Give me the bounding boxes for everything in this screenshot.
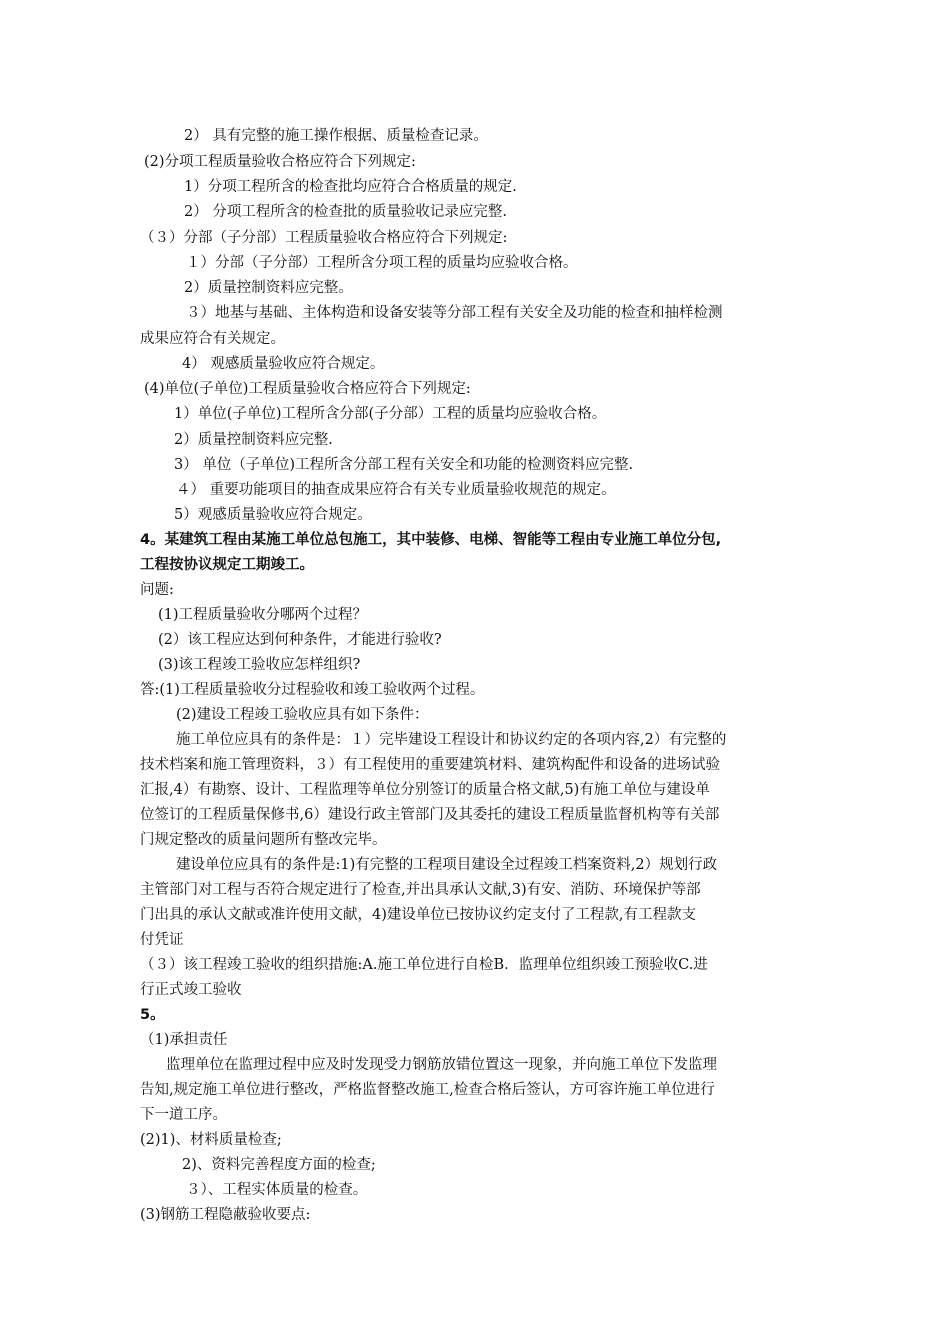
text-line: 技术档案和施工管理资料，３）有工程使用的重要建筑材料、建筑构配件和设备的进场试验	[140, 757, 720, 773]
text-line: 下一道工序。	[140, 1107, 227, 1123]
text-line: 2）质量控制资料应完整.	[174, 432, 333, 448]
text-line: 2） 分项工程所含的检查批的质量验收记录应完整.	[184, 204, 507, 220]
text-line: (1)工程质量验收分哪两个过程？	[158, 607, 368, 623]
text-line: 2）质量控制资料应完整。	[184, 280, 353, 296]
section-heading: （1)承担责任	[140, 1032, 228, 1048]
section-heading: (3)钢筋工程隐蔽验收要点:	[140, 1207, 311, 1223]
text-line: 1）分项工程所含的检查批均应符合合格质量的规定.	[184, 179, 517, 195]
answer-line: 答:(1)工程质量验收分过程验收和竣工验收两个过程。	[140, 682, 485, 698]
text-line: 行正式竣工验收	[140, 982, 242, 998]
text-line: 门出具的承认文献或准许使用文献，4)建设单位已按协议约定支付了工程款,有工程款支	[140, 907, 696, 923]
text-line: 1）单位(子单位)工程所含分部(子分部）工程的质量均应验收合格。	[174, 406, 607, 422]
text-line: 施工单位应具有的条件是：１）完毕建设工程设计和协议约定的各项内容,2）有完整的	[176, 732, 727, 748]
text-line: 告知,规定施工单位进行整改，严格监督整改施工,检查合格后签认，方可容许施工单位进行	[140, 1082, 715, 1098]
text-line: 汇报,4）有勘察、设计、工程监理等单位分别签订的质量合格文献,5)有施工单位与建设单	[140, 782, 710, 798]
text-line: 监理单位在监理过程中应及时发现受力钢筋放错位置这一现象，并向施工单位下发监理	[166, 1057, 717, 1073]
text-line: 3） 单位（子单位)工程所含分部工程有关安全和功能的检测资料应完整.	[174, 457, 634, 473]
text-line: ４） 重要功能项目的抽查成果应符合有关专业质量验收规范的规定。	[176, 482, 616, 498]
section-heading: (2)1)、材料质量检查;	[140, 1132, 282, 1148]
text-line: (2）该工程应达到何种条件，才能进行验收?	[158, 632, 442, 648]
text-line: 问题:	[140, 582, 174, 598]
text-line: 建设单位应具有的条件是:1)有完整的工程项目建设全过程竣工档案资料,2）规划行政	[176, 857, 718, 873]
text-line: 5）观感质量验收应符合规定。	[174, 507, 372, 523]
question-heading: 工程按协议规定工期竣工。	[140, 557, 314, 573]
text-line: ３）、工程实体质量的检查。	[186, 1182, 368, 1198]
section-heading: （３）分部（子分部）工程质量验收合格应符合下列规定:	[140, 230, 508, 246]
text-line: (3)该工程竣工验收应怎样组织?	[158, 657, 361, 673]
text-line: （３）该工程竣工验收的组织措施:A.施工单位进行自检B．监理单位组织竣工预验收C.进	[140, 957, 708, 973]
text-line: 付凭证	[140, 932, 184, 948]
text-line: ３）地基与基础、主体构造和设备安装等分部工程有关安全及功能的检查和抽样检测	[186, 305, 723, 321]
text-line: 4） 观感质量验收应符合规定。	[182, 356, 385, 372]
text-line: 2） 具有完整的施工操作根据、质量检查记录。	[184, 128, 488, 144]
text-line: 主管部门对工程与否符合规定进行了检查,并出具承认文献,3)有安、消防、环境保护等部	[140, 882, 701, 898]
question-heading: 4。某建筑工程由某施工单位总包施工，其中装修、电梯、智能等工程由专业施工单位分包,	[140, 532, 722, 548]
text-line: 门规定整改的质量问题所有整改完毕。	[140, 832, 387, 848]
text-line: (2)建设工程竣工验收应具有如下条件：	[176, 707, 429, 723]
text-line: １）分部（子分部）工程所含分项工程的质量均应验收合格。	[186, 255, 578, 271]
question-heading: 5。	[140, 1007, 165, 1023]
section-heading: (4)单位(子单位)工程质量验收合格应符合下列规定:	[144, 381, 471, 397]
text-line: 位签订的工程质量保修书,6）建设行政主管部门及其委托的建设工程质量监督机构等有关部	[140, 807, 720, 823]
text-line: 成果应符合有关规定。	[140, 331, 285, 347]
section-heading: (2)分项工程质量验收合格应符合下列规定:	[144, 154, 416, 170]
text-line: 2)、资料完善程度方面的检查;	[182, 1157, 376, 1173]
